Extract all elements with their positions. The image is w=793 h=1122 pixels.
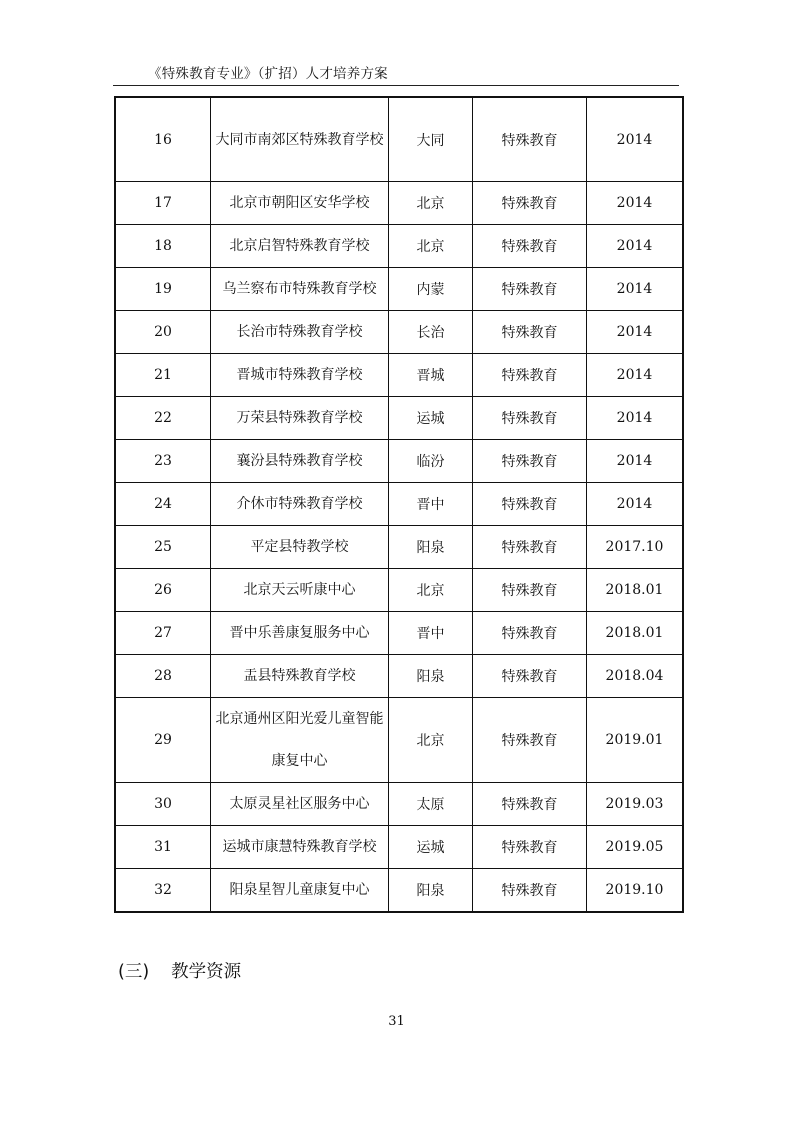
- table-row: [115, 783, 683, 826]
- document-header-title: 《特殊教育专业》（扩招）人才培养方案: [148, 66, 388, 82]
- major: 特殊教育: [473, 483, 587, 526]
- institution-name: 平定县特教学校: [211, 526, 389, 569]
- row-number: 27: [115, 612, 211, 655]
- institution-name: 阳泉星智儿童康复中心: [211, 869, 389, 913]
- institution-name: 太原灵星社区服务中心: [211, 783, 389, 826]
- year: 2018.01: [587, 569, 684, 612]
- region: 太原: [389, 783, 473, 826]
- region: 大同: [389, 97, 473, 182]
- institution-name: 长治市特殊教育学校: [211, 311, 389, 354]
- region: 阳泉: [389, 655, 473, 698]
- major: 特殊教育: [473, 354, 587, 397]
- institution-name: 襄汾县特殊教育学校: [211, 440, 389, 483]
- major: 特殊教育: [473, 869, 587, 913]
- region: 北京: [389, 225, 473, 268]
- major: 特殊教育: [473, 182, 587, 225]
- table-row: [115, 354, 683, 397]
- year: 2014: [587, 311, 684, 354]
- table-row: [115, 569, 683, 612]
- row-number: 23: [115, 440, 211, 483]
- row-number: 19: [115, 268, 211, 311]
- region: 北京: [389, 698, 473, 783]
- region: 阳泉: [389, 869, 473, 913]
- major: 特殊教育: [473, 225, 587, 268]
- table-row: [115, 698, 683, 783]
- page-number: 31: [388, 1014, 405, 1029]
- institution-name: 北京天云听康中心: [211, 569, 389, 612]
- row-number: 32: [115, 869, 211, 913]
- year: 2018.04: [587, 655, 684, 698]
- major: 特殊教育: [473, 698, 587, 783]
- table-row: [115, 397, 683, 440]
- region: 晋城: [389, 354, 473, 397]
- row-number: 29: [115, 698, 211, 783]
- institution-name: 北京启智特殊教育学校: [211, 225, 389, 268]
- institution-name: 晋城市特殊教育学校: [211, 354, 389, 397]
- major: 特殊教育: [473, 526, 587, 569]
- year: 2014: [587, 182, 684, 225]
- major: 特殊教育: [473, 97, 587, 182]
- institution-name: 乌兰察布市特殊教育学校: [211, 268, 389, 311]
- row-number: 30: [115, 783, 211, 826]
- institution-name: 运城市康慧特殊教育学校: [211, 826, 389, 869]
- year: 2019.05: [587, 826, 684, 869]
- section-heading: [118, 958, 241, 983]
- row-number: 28: [115, 655, 211, 698]
- year: 2019.01: [587, 698, 684, 783]
- institution-name: 北京通州区阳光爱儿童智能康复中心: [211, 698, 389, 783]
- row-number: 25: [115, 526, 211, 569]
- region: 北京: [389, 569, 473, 612]
- major: 特殊教育: [473, 311, 587, 354]
- table-row: [115, 483, 683, 526]
- year: 2014: [587, 97, 684, 182]
- major: 特殊教育: [473, 268, 587, 311]
- table-row: [115, 655, 683, 698]
- row-number: 20: [115, 311, 211, 354]
- section-title: 教学资源: [171, 962, 242, 982]
- row-number: 21: [115, 354, 211, 397]
- table-row: [115, 268, 683, 311]
- table-row: [115, 97, 683, 182]
- institution-name: 晋中乐善康复服务中心: [211, 612, 389, 655]
- region: 运城: [389, 397, 473, 440]
- table-row: [115, 526, 683, 569]
- region: 晋中: [389, 612, 473, 655]
- row-number: 16: [115, 97, 211, 182]
- year: 2019.10: [587, 869, 684, 913]
- section-number: (三): [118, 962, 150, 982]
- table-row: [115, 225, 683, 268]
- table-row: [115, 869, 683, 913]
- major: 特殊教育: [473, 655, 587, 698]
- region: 晋中: [389, 483, 473, 526]
- year: 2014: [587, 397, 684, 440]
- year: 2019.03: [587, 783, 684, 826]
- institution-name: 盂县特殊教育学校: [211, 655, 389, 698]
- row-number: 26: [115, 569, 211, 612]
- year: 2014: [587, 440, 684, 483]
- region: 内蒙: [389, 268, 473, 311]
- row-number: 31: [115, 826, 211, 869]
- year: 2017.10: [587, 526, 684, 569]
- year: 2014: [587, 225, 684, 268]
- table-row: [115, 311, 683, 354]
- row-number: 18: [115, 225, 211, 268]
- year: 2018.01: [587, 612, 684, 655]
- row-number: 24: [115, 483, 211, 526]
- region: 北京: [389, 182, 473, 225]
- major: 特殊教育: [473, 783, 587, 826]
- row-number: 22: [115, 397, 211, 440]
- header-divider: [113, 85, 679, 86]
- year: 2014: [587, 483, 684, 526]
- training-base-table: [114, 96, 684, 913]
- major: 特殊教育: [473, 569, 587, 612]
- year: 2014: [587, 268, 684, 311]
- table-row: [115, 826, 683, 869]
- major: 特殊教育: [473, 612, 587, 655]
- major: 特殊教育: [473, 397, 587, 440]
- table-row: [115, 612, 683, 655]
- institution-name: 介休市特殊教育学校: [211, 483, 389, 526]
- major: 特殊教育: [473, 440, 587, 483]
- row-number: 17: [115, 182, 211, 225]
- institution-name: 大同市南郊区特殊教育学校: [211, 97, 389, 182]
- institution-name: 北京市朝阳区安华学校: [211, 182, 389, 225]
- major: 特殊教育: [473, 826, 587, 869]
- region: 长治: [389, 311, 473, 354]
- table-row: [115, 440, 683, 483]
- year: 2014: [587, 354, 684, 397]
- table-row: [115, 182, 683, 225]
- region: 临汾: [389, 440, 473, 483]
- region: 运城: [389, 826, 473, 869]
- institution-name: 万荣县特殊教育学校: [211, 397, 389, 440]
- region: 阳泉: [389, 526, 473, 569]
